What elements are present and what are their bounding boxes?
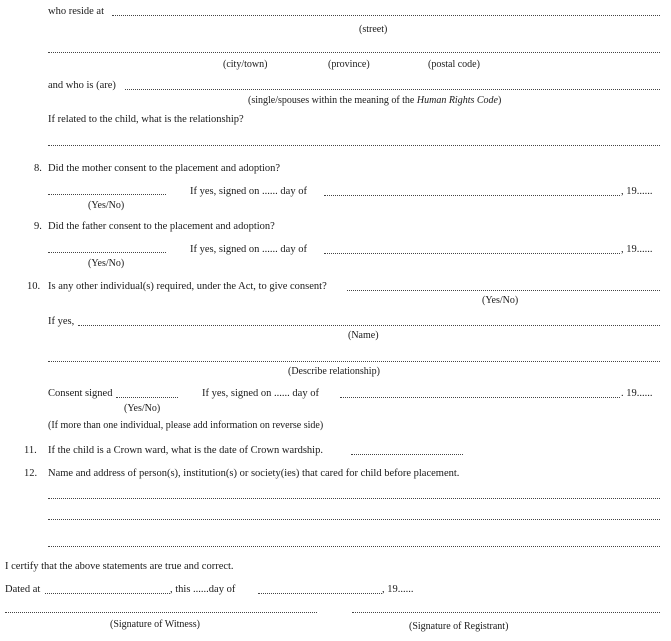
q8-question: Did the mother consent to the placement and adoption?: [48, 163, 281, 174]
q10-year-field[interactable]: . 19......: [621, 388, 653, 399]
witness-signature-field[interactable]: [5, 611, 317, 613]
q10-consent-yesno-label: (Yes/No): [124, 403, 161, 414]
q12-line-1[interactable]: [48, 497, 660, 499]
q12-question: Name and address of person(s), institution(s) or society(ies) that cared for child before placement.: [48, 468, 460, 479]
dated-at-label: Dated at: [5, 584, 41, 595]
street-label: (street): [359, 24, 388, 35]
witness-signature-label: (Signature of Witness): [110, 619, 200, 630]
certification-year-field[interactable]: , 19......: [382, 584, 414, 595]
q10-if-yes-label: If yes,: [48, 316, 75, 327]
q8-date-field[interactable]: [324, 194, 620, 196]
q8-number: 8.: [34, 163, 42, 174]
q10-yesno-label: (Yes/No): [482, 295, 519, 306]
registrant-signature-field[interactable]: [352, 611, 660, 613]
q9-date-field[interactable]: [324, 252, 620, 254]
marital-status-label: (single/spouses within the meaning of the Human Rights Code): [248, 95, 502, 106]
q10-number: 10.: [27, 281, 41, 292]
q12-line-3[interactable]: [48, 545, 660, 547]
relationship-question: If related to the child, what is the relationship?: [48, 114, 244, 125]
month-field[interactable]: [258, 592, 382, 594]
province-label: (province): [328, 59, 370, 70]
city-province-postal-field[interactable]: [48, 51, 660, 53]
q11-question: If the child is a Crown ward, what is the date of Crown wardship.: [48, 445, 323, 456]
relationship-field[interactable]: [48, 144, 660, 146]
dated-at-field[interactable]: [45, 592, 170, 594]
registrant-signature-label: (Signature of Registrant): [409, 621, 509, 632]
q10-relationship-field[interactable]: [48, 360, 660, 362]
street-field[interactable]: [112, 14, 660, 16]
q9-question: Did the father consent to the placement and adoption?: [48, 221, 275, 232]
q9-year-field[interactable]: , 19......: [621, 244, 653, 255]
q10-signed-on-label: If yes, signed on ...... day of: [202, 388, 319, 399]
q10-name-label: (Name): [348, 330, 379, 341]
postal-code-label: (postal code): [428, 59, 480, 70]
q10-consent-signed-label: Consent signed: [48, 388, 113, 399]
q8-yesno-field[interactable]: [48, 193, 166, 195]
q9-number: 9.: [34, 221, 42, 232]
q9-yesno-label: (Yes/No): [88, 258, 125, 269]
city-label: (city/town): [223, 59, 268, 70]
q9-yesno-field[interactable]: [48, 251, 166, 253]
q10-yesno-field[interactable]: [347, 289, 660, 291]
q8-year-field[interactable]: , 19......: [621, 186, 653, 197]
who-is-label: and who is (are): [48, 80, 116, 91]
q10-question: Is any other individual(s) required, under the Act, to give consent?: [48, 281, 327, 292]
q11-number: 11.: [24, 445, 37, 456]
q8-signed-on-label: If yes, signed on ...... day of: [190, 186, 307, 197]
q10-consent-yesno-field[interactable]: [116, 396, 178, 398]
q10-reverse-side-note: (If more than one individual, please add information on reverse side): [48, 420, 324, 431]
q12-number: 12.: [24, 468, 38, 479]
q10-name-field[interactable]: [78, 324, 660, 326]
q9-signed-on-label: If yes, signed on ...... day of: [190, 244, 307, 255]
q11-date-field[interactable]: [351, 453, 463, 455]
q8-yesno-label: (Yes/No): [88, 200, 125, 211]
day-of-label: , this ......day of: [170, 584, 236, 595]
q10-relationship-label: (Describe relationship): [288, 366, 380, 377]
q12-line-2[interactable]: [48, 518, 660, 520]
q10-date-field[interactable]: [340, 396, 620, 398]
who-reside-at-label: who reside at: [48, 6, 104, 17]
certification-statement: I certify that the above statements are true and correct.: [5, 561, 234, 572]
marital-status-field[interactable]: [125, 88, 660, 90]
